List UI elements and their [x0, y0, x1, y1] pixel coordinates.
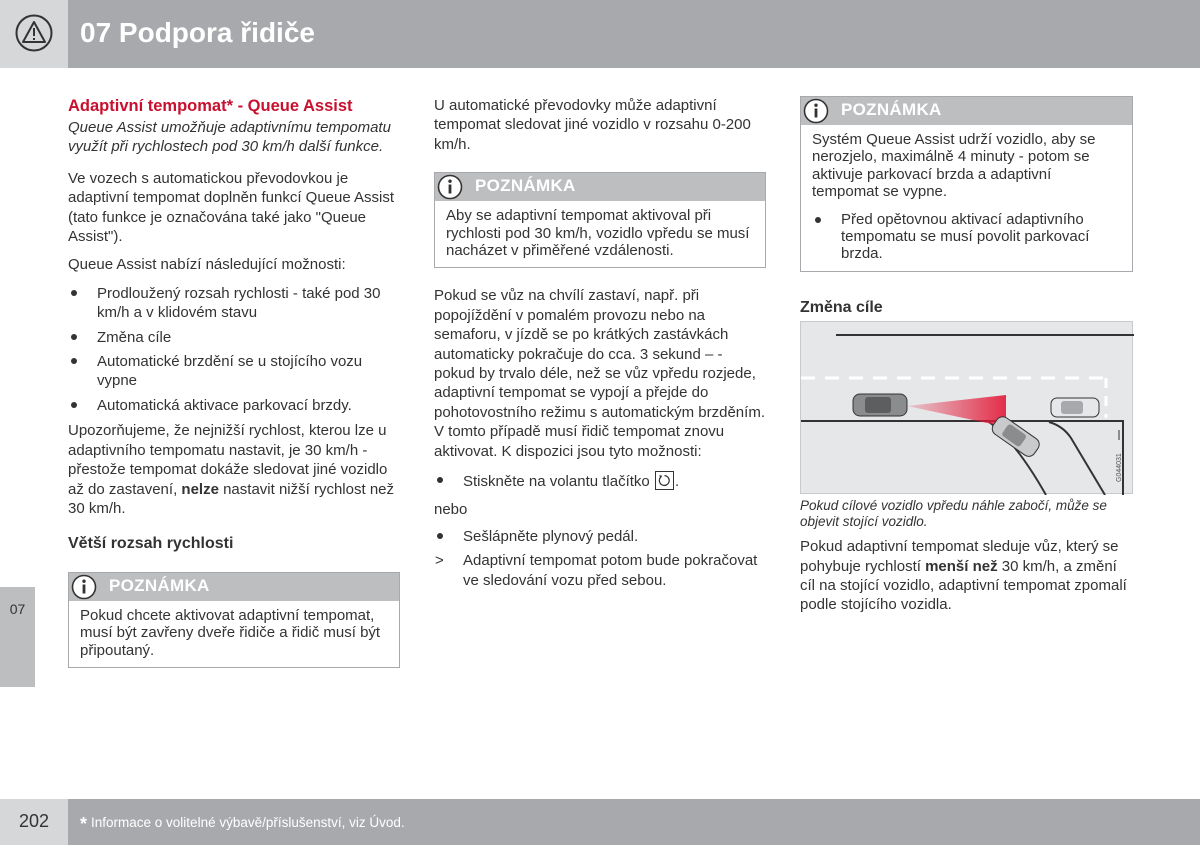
note-box [68, 572, 400, 668]
note-text: Aby se adaptivní tempomat aktivoval při rychlosti pod 30 km/h, vozidlo vpředu se musí nacházet v přiměřené vzdálenosti. [446, 207, 750, 260]
list-item: Před opětovnou aktivací adaptivního tempomatu se musí povolit parkovací brzda. [812, 211, 1121, 263]
list-item: Změna cíle [68, 328, 400, 347]
chapter-title: 07 Podpora řidiče [80, 17, 315, 48]
subsection-title: Změna cíle [800, 298, 883, 316]
road-scene-illustration [801, 322, 1134, 495]
footer-note-text: Informace o volitelné výbavě/příslušenství, viz Úvod. [91, 815, 405, 830]
note-box [800, 96, 1133, 272]
note-header [69, 573, 399, 601]
note-text: Systém Queue Assist udrží vozidlo, aby se nerozjelo, maximálně 4 minuty - potom se aktivuje parkovací brzda a adaptivní tempomat se vypne. [812, 131, 1096, 201]
bold-text: menší než [925, 557, 998, 575]
column-3 [800, 96, 1133, 624]
result-item: > Adaptivní tempomat potom bude pokračovat ve sledování vozu před sebou. [434, 551, 766, 590]
paragraph: U automatické převodovky může adaptivní tempomat sledovat jiné vozidlo v rozsahu 0-200 km/h. [434, 97, 751, 153]
paragraph-min-speed [68, 421, 400, 518]
section-intro: Queue Assist umožňuje adaptivnímu tempomatu využít při rychlostech pod 30 km/h další funkce. [68, 119, 391, 156]
note-header [435, 173, 765, 201]
text-run: 30 km/h, a změní cíl na stojící vozidlo, adaptivní tempomat zpomalí podle stojícího vozidla. [800, 557, 1127, 614]
options-list [68, 284, 400, 415]
text-run: Pokud adaptivní tempomat sleduje vůz, který se pohybuje rychlostí [800, 538, 1119, 575]
footer-note [80, 814, 405, 835]
chapter-side-tab [0, 587, 35, 687]
section-title-queue-assist: Adaptivní tempomat* - Queue Assist [68, 97, 353, 115]
text-run: Upozorňujeme, že nejnižší rychlost, kterou lze u adaptivního tempomatu nastavit, je 30 km/h - přestože tempomat dokáže sledovat jiné vozidlo až do zastavení, [68, 422, 388, 498]
list-item: Sešlápněte plynový pedál. [434, 527, 766, 546]
figure-caption: Pokud cílové vozidlo vpředu náhle zabočí, může se objevit stojící vozidlo. [800, 498, 1107, 530]
paragraph: Ve vozech s automatickou převodovkou je adaptivní tempomat doplněn funkcí Queue Assist (tato funkce je označována také jako "Queue Assist"). [68, 169, 395, 246]
warning-triangle-icon [15, 14, 53, 52]
bold-text: nelze [181, 480, 219, 498]
note-list [812, 211, 1121, 263]
note-title: POZNÁMKA [841, 100, 942, 119]
page-number-box [0, 799, 68, 845]
stationary-car [1051, 398, 1099, 417]
note-body [801, 125, 1132, 271]
note-title: POZNÁMKA [109, 575, 210, 595]
column-2 [434, 96, 766, 590]
page-number: 202 [18, 811, 50, 831]
own-car [853, 394, 907, 416]
list-item: Automatické brzdění se u stojícího vozu vypne [68, 352, 400, 391]
list-item: Automatická aktivace parkovací brzdy. [68, 396, 400, 415]
resume-button-icon [655, 471, 674, 490]
subsection-title: Větší rozsah rychlosti [68, 535, 234, 553]
footer-bar [68, 799, 1200, 845]
info-icon [437, 174, 463, 200]
figure-code: G044031 [1116, 453, 1123, 483]
list-item [434, 471, 766, 491]
note-box [434, 172, 766, 268]
text-run: Stiskněte na volantu tlačítko [463, 473, 650, 491]
resume-options-list [434, 471, 766, 491]
info-icon [71, 574, 97, 600]
paragraph-target-change [800, 537, 1133, 615]
footnote-star: * [80, 814, 88, 834]
or-text: nebo [434, 500, 468, 518]
text-run: nastavit nižší rychlost než 30 km/h. [68, 480, 394, 517]
note-header [801, 97, 1132, 125]
resume-options-list-2 [434, 527, 766, 546]
paragraph: Pokud se vůz na chvílí zastaví, např. při popojíždění v pomalém provozu nebo na semaforu, v jízdě se po krátkých zastávkách automaticky pokračuje do cca. 3 sekund – - pokud by trvalo déle, než se vůz vpředu rozjede, adaptivní tempomat se vypojí a přejde do pohotovostního režimu s automatickým brzděním. V tomto případě musí řidič tempomat znovu aktivovat. K dispozici jsou tyto možnosti: [434, 287, 765, 460]
list-item: Prodloužený rozsah rychlosti - také pod 30 km/h a v klidovém stavu [68, 284, 400, 323]
note-title: POZNÁMKA [475, 176, 576, 196]
text-run: . [674, 473, 680, 491]
result-list [434, 551, 766, 590]
column-1 [68, 96, 400, 668]
paragraph: Queue Assist nabízí následující možnosti: [68, 256, 346, 274]
chapter-header [0, 0, 1200, 68]
info-icon [803, 98, 829, 124]
target-change-illustration [800, 321, 1133, 494]
header-icon-box [0, 0, 68, 68]
note-text: Pokud chcete aktivovat adaptivní tempomat, musí být zavřeny dveře řidiče a řidič musí být připoutaný. [80, 606, 381, 659]
chapter-side-tab-label: 07 [9, 601, 26, 617]
